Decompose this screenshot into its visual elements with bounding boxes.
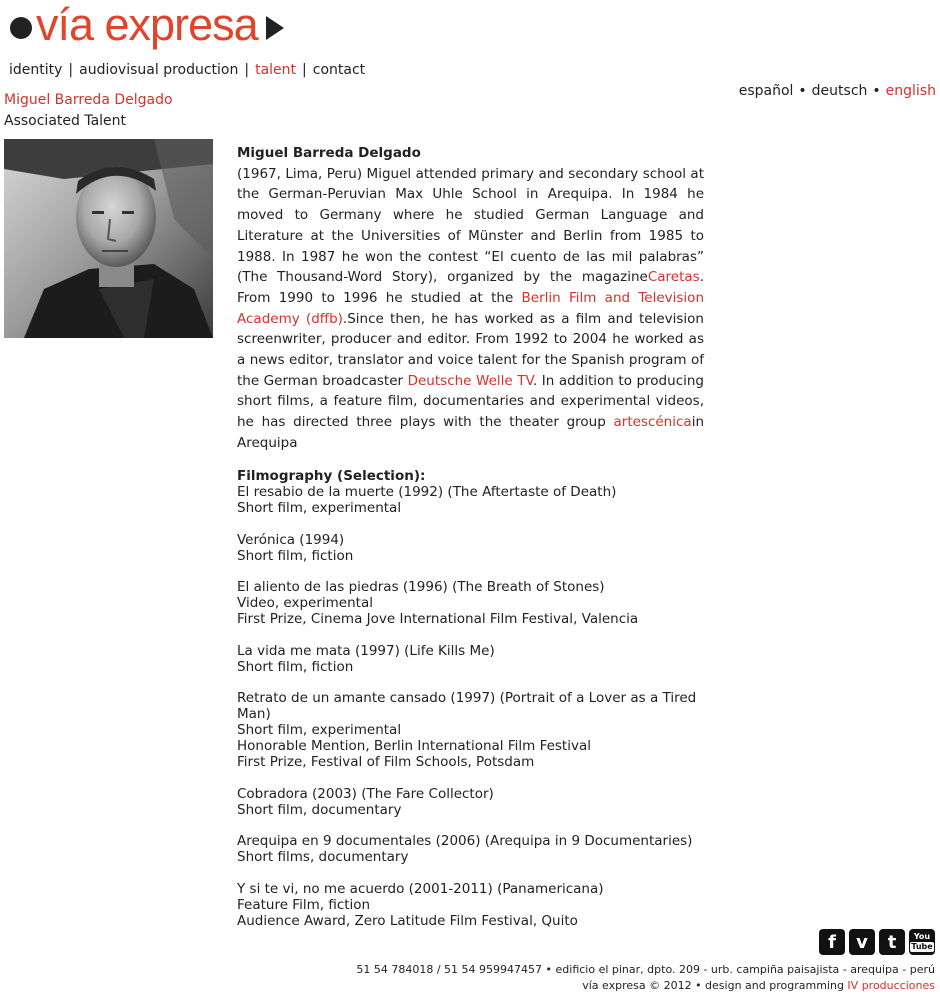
film-detail: Short film, fiction (237, 658, 354, 675)
nav-identity[interactable]: identity (9, 62, 63, 78)
logo-text: vía expresa (36, 0, 258, 50)
logo-play-icon (266, 16, 284, 40)
sidebar-talent-name[interactable]: Miguel Barreda Delgado (4, 92, 173, 108)
footer (356, 962, 935, 994)
nav-separator: | (244, 62, 250, 78)
film-title: Arequipa en 9 documentales (2006) (Arequipa in 9 Documentaries) (237, 833, 693, 849)
main-nav (9, 62, 365, 78)
bio-heading: Miguel Barreda Delgado (237, 145, 421, 161)
youtube-glyph-top: You (913, 932, 931, 941)
film-entry (237, 833, 707, 865)
film-title: El aliento de las piedras (1996) (The Breath of Stones) (237, 579, 605, 595)
youtube-glyph-bottom: Tube (911, 942, 933, 951)
film-title: Y si te vi, no me acuerdo (2001-2011) (Panamericana) (237, 880, 604, 897)
bio-text-part: in Arequipa (237, 414, 704, 451)
iv-producciones-link[interactable]: IV producciones (847, 979, 935, 992)
footer-contact: 51 54 784018 / 51 54 959947457 • edificio el pinar, dpto. 209 - urb. campiña paisajista - arequipa - perú (356, 963, 935, 976)
film-title: Cobradora (2003) (The Fare Collector) (237, 785, 494, 802)
film-detail: Short film, experimental (237, 722, 402, 738)
vimeo-glyph: v (856, 931, 868, 953)
artescenica-link[interactable]: artescénica (613, 414, 692, 431)
twitter-icon[interactable] (879, 929, 905, 955)
film-list (237, 484, 707, 929)
twitter-glyph: t (887, 931, 897, 953)
lang-bullet: • (872, 83, 881, 99)
nav-audiovisual-production[interactable]: audiovisual production (79, 62, 239, 78)
social-links (819, 929, 935, 955)
lang-bullet: • (798, 83, 807, 99)
film-detail: First Prize, Festival of Film Schools, Potsdam (237, 754, 535, 770)
nav-contact[interactable]: contact (312, 62, 366, 78)
filmography-section (237, 468, 707, 944)
film-title: El resabio de la muerte (1992) (The Aftertaste of Death) (237, 484, 617, 500)
film-detail: Short films, documentary (237, 849, 409, 865)
bio-text (237, 164, 704, 454)
bio-text-part: . In addition to producing short films, a feature film, documentaries and experimental videos, he has directed three plays with the theater group (237, 372, 704, 431)
dffb-link[interactable]: Berlin Film and Television Academy (dffb) (237, 289, 704, 327)
footer-credits (356, 978, 935, 994)
deutsche-welle-link[interactable]: Deutsche Welle TV (407, 372, 533, 389)
facebook-icon[interactable] (819, 929, 845, 955)
talent-photo-image (4, 139, 213, 338)
film-entry (237, 484, 707, 516)
sidebar-talent-role: Associated Talent (4, 113, 127, 129)
film-title: Verónica (1994) (237, 531, 345, 548)
lang-deutsch[interactable]: deutsch (811, 83, 868, 99)
film-detail: Short film, documentary (237, 801, 402, 818)
film-entry (237, 579, 707, 627)
bio-text-part: .Since then, he has worked as a film and television screenwriter, producer and editor. From 1992 to 2004 he worked as a news editor, translator and voice talent for the Spanish program of the German broadcaster (237, 310, 704, 389)
film-detail: Honorable Mention, Berlin International Film Festival (237, 738, 591, 754)
bio-text-part: . From 1990 to 1996 he studied at the (237, 269, 704, 306)
nav-separator: | (68, 62, 74, 78)
film-title: Retrato de un amante cansado (1997) (Portrait of a Lover as a Tired Man) (237, 690, 697, 722)
vimeo-icon[interactable] (849, 929, 875, 955)
lang-english[interactable]: english (885, 83, 936, 99)
film-detail: Short film, experimental (237, 500, 402, 516)
bio-text-part: (1967, Lima, Peru) Miguel attended primary and secondary school at the German-Peruvian Max Uhle School in Arequipa. In 1984 he moved to Germany where he studied German Language and Literature at the Universities of Münster and Berlin from 1985 to 1988. In 1987 he won the contest “El cuento de las mil palabras” (The Thousand-Word Story), organized by the magazine (237, 165, 704, 286)
lang-espanol[interactable]: español (738, 83, 794, 99)
language-nav (739, 83, 936, 99)
film-detail: First Prize, Cinema Jove International Film Festival, Valencia (237, 611, 639, 627)
film-detail: Short film, fiction (237, 547, 354, 564)
footer-copyright: vía expresa © 2012 • design and programming (582, 979, 848, 992)
filmography-heading: Filmography (Selection): (237, 468, 426, 484)
film-entry (237, 690, 707, 770)
film-title: La vida me mata (1997) (Life Kills Me) (237, 642, 495, 659)
youtube-icon[interactable] (909, 929, 935, 955)
facebook-glyph: f (828, 931, 836, 953)
film-detail: Feature Film, fiction (237, 896, 371, 913)
site-logo[interactable] (10, 0, 284, 50)
film-entry (237, 881, 707, 929)
nav-separator: | (302, 62, 307, 78)
nav-talent[interactable]: talent (255, 62, 297, 78)
film-detail: Video, experimental (237, 595, 373, 611)
film-entry (237, 532, 707, 564)
bio-section (237, 143, 704, 454)
film-detail: Audience Award, Zero Latitude Film Festival, Quito (237, 912, 578, 929)
talent-photo (4, 139, 213, 338)
film-entry (237, 643, 707, 675)
caretas-link[interactable]: Caretas (647, 269, 700, 286)
film-entry (237, 786, 707, 818)
logo-dot (10, 17, 32, 39)
